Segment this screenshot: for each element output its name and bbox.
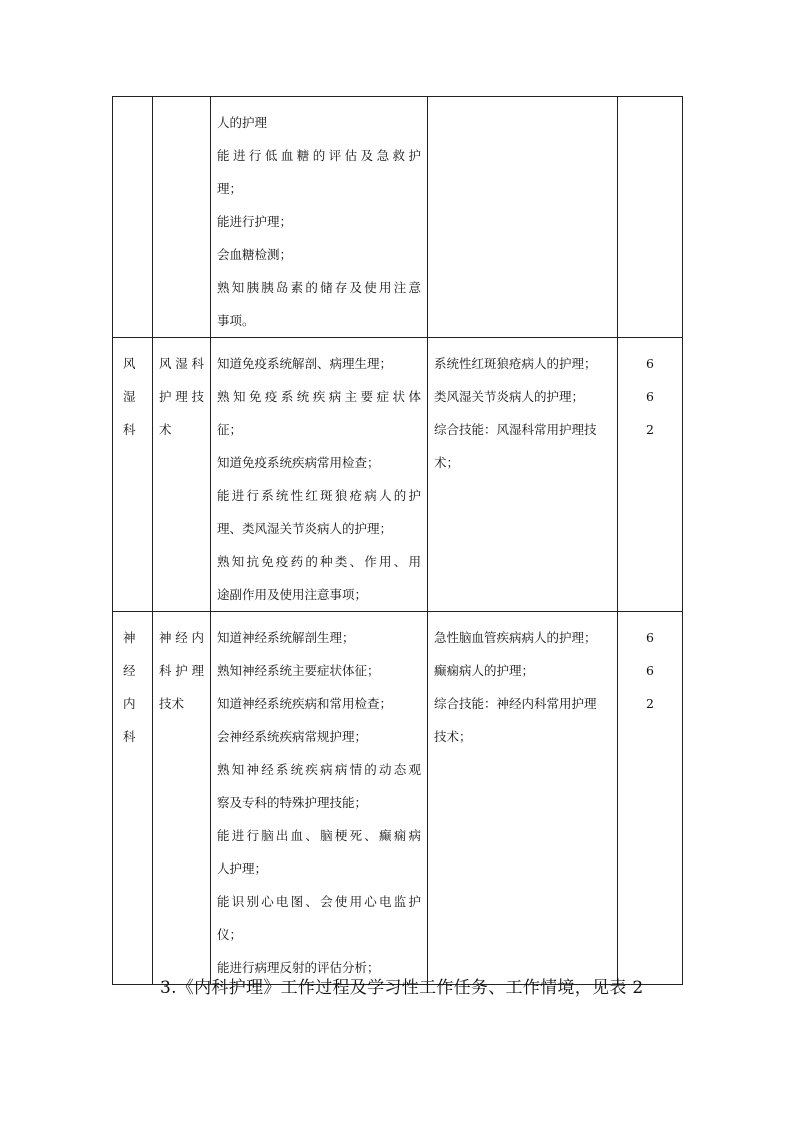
knowledge-line: 人护理； bbox=[217, 861, 268, 876]
knowledge-line: 熟知抗免疫药的种类、作用、用 bbox=[217, 554, 421, 569]
section-caption: 3.《内科护理》工作过程及学习性工作任务、工作情境，见表 2 bbox=[160, 978, 644, 998]
tasks-cell bbox=[428, 338, 618, 612]
table-row bbox=[113, 97, 683, 338]
dept-char: 神 bbox=[123, 630, 136, 645]
knowledge-line: 知道神经系统解剖生理； bbox=[217, 630, 355, 645]
knowledge-line: 途副作用及使用注意事项； bbox=[217, 587, 368, 602]
knowledge-line: 能进行脑出血、脑梗死、癫痫病 bbox=[217, 828, 421, 843]
task-line: 技术； bbox=[434, 729, 472, 744]
hours-value: 2 bbox=[646, 422, 654, 437]
knowledge-cell bbox=[211, 97, 428, 338]
knowledge-line: 会血糖检测； bbox=[217, 247, 293, 262]
hours-value: 2 bbox=[646, 696, 654, 711]
tasks-cell bbox=[428, 612, 618, 985]
hours-value: 6 bbox=[646, 356, 654, 371]
knowledge-line: 理； bbox=[217, 181, 243, 196]
tasks-cell bbox=[428, 97, 618, 338]
dept-char: 科 bbox=[123, 729, 136, 744]
knowledge-line: 能进行护理； bbox=[217, 214, 293, 229]
hours-cell bbox=[618, 338, 683, 612]
module-cell bbox=[153, 97, 211, 338]
task-line: 综合技能：风湿科常用护理技 bbox=[434, 422, 597, 437]
knowledge-line: 能进行系统性红斑狼疮病人的护 bbox=[217, 488, 421, 503]
module-cell bbox=[153, 338, 211, 612]
table-row bbox=[113, 338, 683, 612]
task-line: 类风湿关节炎病人的护理； bbox=[434, 389, 585, 404]
knowledge-cell bbox=[211, 338, 428, 612]
module-line: 科护理 bbox=[159, 663, 204, 678]
dept-char: 湿 bbox=[123, 389, 136, 404]
curriculum-table bbox=[112, 96, 683, 985]
knowledge-line: 熟知神经系统主要症状体征； bbox=[217, 663, 380, 678]
hours-cell bbox=[618, 97, 683, 338]
hours-value: 6 bbox=[646, 630, 654, 645]
knowledge-cell bbox=[211, 612, 428, 985]
dept-cell bbox=[113, 97, 153, 338]
task-line: 综合技能：神经内科常用护理 bbox=[434, 696, 597, 711]
knowledge-line: 事项。 bbox=[217, 313, 255, 328]
dept-char: 内 bbox=[123, 696, 136, 711]
knowledge-line: 仪； bbox=[217, 927, 243, 942]
dept-char: 经 bbox=[123, 663, 136, 678]
hours-value: 6 bbox=[646, 663, 654, 678]
knowledge-line: 熟知胰胰岛素的储存及使用注意 bbox=[217, 280, 421, 295]
knowledge-line: 人的护理 bbox=[217, 115, 268, 130]
table-row bbox=[113, 612, 683, 985]
module-cell bbox=[153, 612, 211, 985]
task-line: 系统性红斑狼疮病人的护理； bbox=[434, 356, 597, 371]
knowledge-line: 知道免疫系统解剖、病理生理； bbox=[217, 356, 393, 371]
module-line: 风湿科 bbox=[159, 356, 204, 371]
knowledge-line: 能进行低血糖的评估及急救护 bbox=[217, 148, 421, 163]
module-line: 技术 bbox=[159, 696, 185, 711]
knowledge-line: 能识别心电图、会使用心电监护 bbox=[217, 894, 421, 909]
knowledge-line: 熟知免疫系统疾病主要症状体 bbox=[217, 389, 421, 404]
dept-cell bbox=[113, 612, 153, 985]
hours-value: 6 bbox=[646, 389, 654, 404]
task-line: 术； bbox=[434, 455, 460, 470]
knowledge-line: 理、类风湿关节炎病人的护理； bbox=[217, 521, 393, 536]
knowledge-line: 知道神经系统疾病和常用检查； bbox=[217, 696, 393, 711]
dept-char: 风 bbox=[123, 356, 136, 371]
task-line: 急性脑血管疾病病人的护理； bbox=[434, 630, 597, 645]
task-line: 癫痫病人的护理； bbox=[434, 663, 535, 678]
dept-char: 科 bbox=[123, 422, 136, 437]
knowledge-line: 知道免疫系统疾病常用检查； bbox=[217, 455, 380, 470]
module-line: 护理技 bbox=[159, 389, 204, 404]
module-line: 术 bbox=[159, 422, 172, 437]
knowledge-line: 熟知神经系统疾病病情的动态观 bbox=[217, 762, 421, 777]
module-line: 神经内 bbox=[159, 630, 204, 645]
hours-cell bbox=[618, 612, 683, 985]
dept-cell bbox=[113, 338, 153, 612]
knowledge-line: 能进行病理反射的评估分析； bbox=[217, 960, 380, 975]
knowledge-line: 会神经系统疾病常规护理； bbox=[217, 729, 368, 744]
knowledge-line: 察及专科的特殊护理技能； bbox=[217, 795, 368, 810]
knowledge-line: 征； bbox=[217, 422, 243, 437]
